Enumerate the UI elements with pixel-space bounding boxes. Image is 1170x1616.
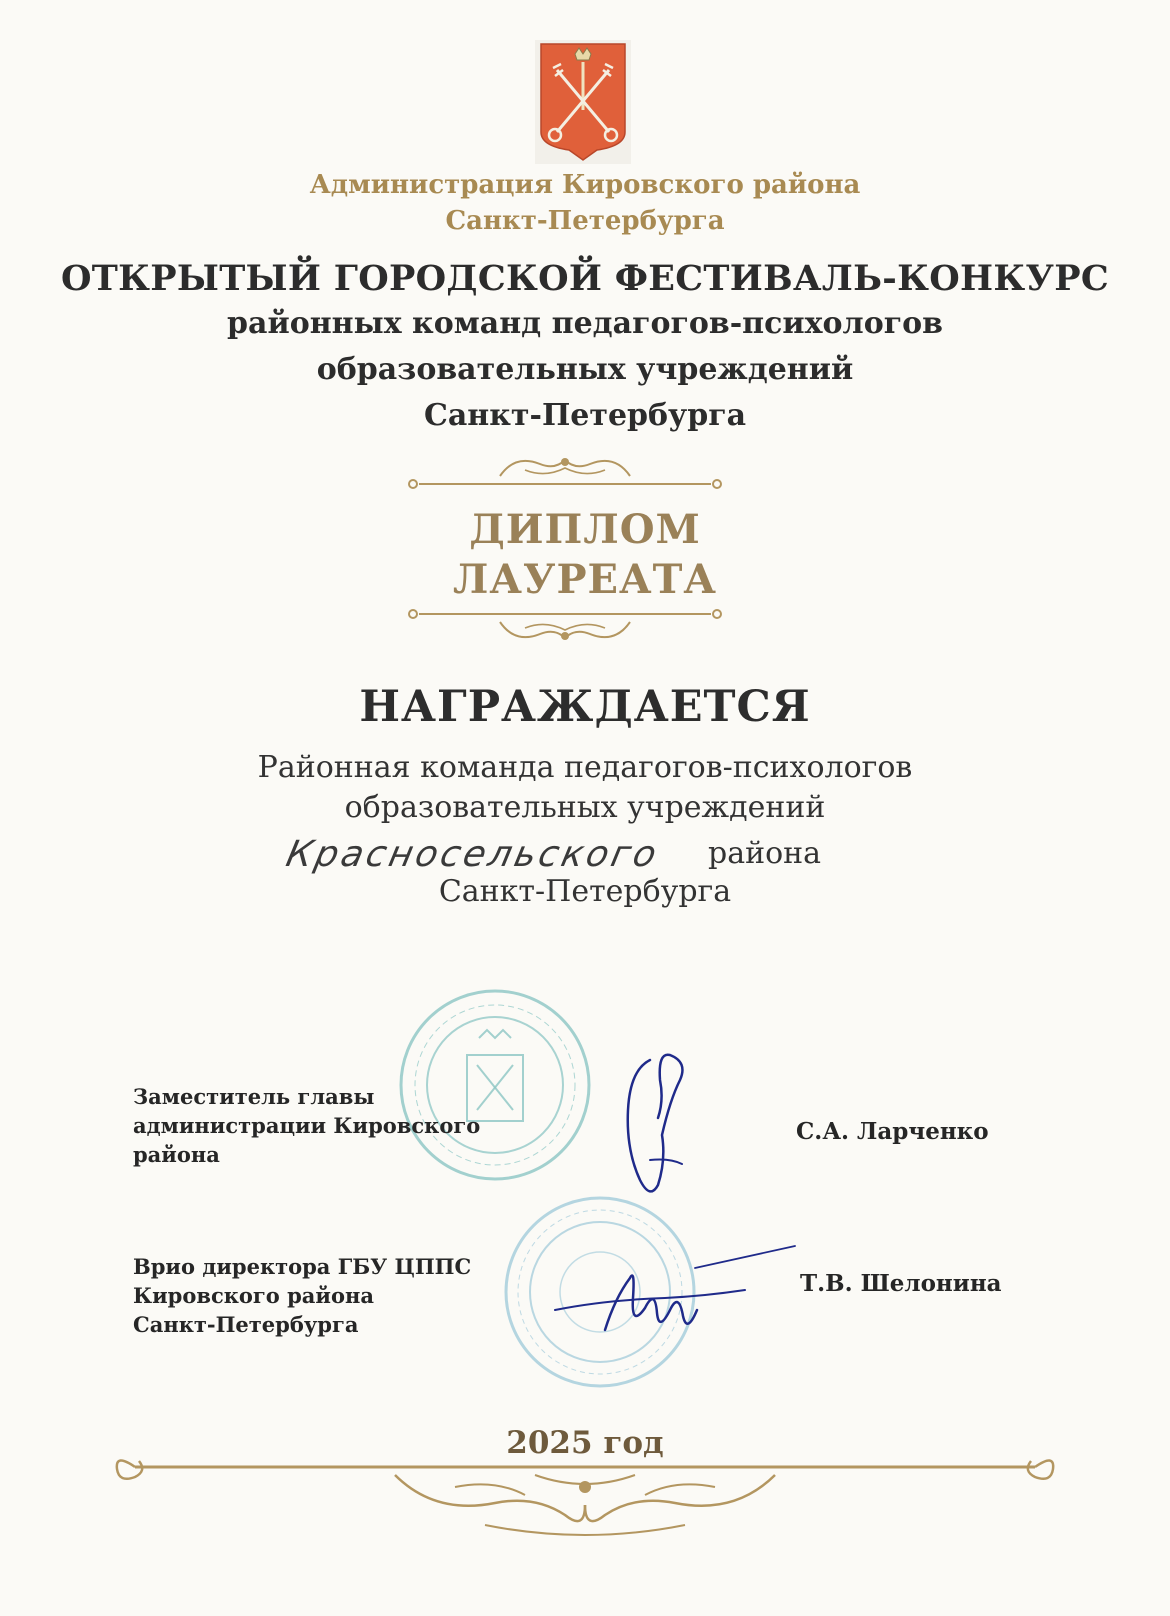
signatory-1-name: С.А. Ларченко [796,1118,989,1145]
festival-title-line-4: Санкт-Петербурга [423,398,747,433]
signature-2-icon [545,1238,805,1348]
recipient-line-4: Санкт-Петербурга [438,874,732,909]
festival-title-line-1: ОТКРЫТЫЙ ГОРОДСКОЙ ФЕСТИВАЛЬ-КОНКУРС [60,258,1110,299]
signatory-1-title [133,1082,480,1169]
signatory-1-title-line-3: района [133,1142,220,1167]
signatory-1-title-line-2: администрации Кировского [133,1113,481,1138]
st-petersburg-coat-of-arms-icon [535,40,631,164]
handwritten-district-name: Красносельского [282,834,663,875]
festival-title-line-3: образовательных учреждений [316,352,854,387]
awarded-heading: НАГРАЖДАЕТСЯ [359,682,811,732]
signature-1-icon [610,1040,700,1205]
signatory-2-title-line-3: Санкт-Петербурга [133,1312,359,1337]
festival-title-line-2: районных команд педагогов-психологов [227,306,943,341]
diploma-title-line-2: ЛАУРЕАТА [453,556,717,603]
recipient-district-word: района [708,836,822,871]
issuer-line-2: Санкт-Петербурга [445,206,725,236]
signatory-2-title-line-1: Врио директора ГБУ ЦППС [133,1254,472,1279]
signatory-2-title-line-2: Кировского района [133,1283,374,1308]
bottom-divider-ornament-icon [405,600,725,650]
issuer-line-1: Администрация Кировского района [309,170,861,200]
recipient-line-1: Районная команда педагогов-психологов [257,750,913,785]
signatory-2-title [133,1252,471,1339]
top-divider-ornament-icon [405,448,725,498]
diploma-title-line-1: ДИПЛОМ [469,506,701,553]
recipient-line-2: образовательных учреждений [344,790,826,825]
footer-ornament-icon [95,1435,1075,1545]
signatory-1-title-line-1: Заместитель главы [133,1084,375,1109]
signatory-2-name: Т.В. Шелонина [800,1270,1002,1297]
year-label: 2025 год [506,1425,664,1461]
